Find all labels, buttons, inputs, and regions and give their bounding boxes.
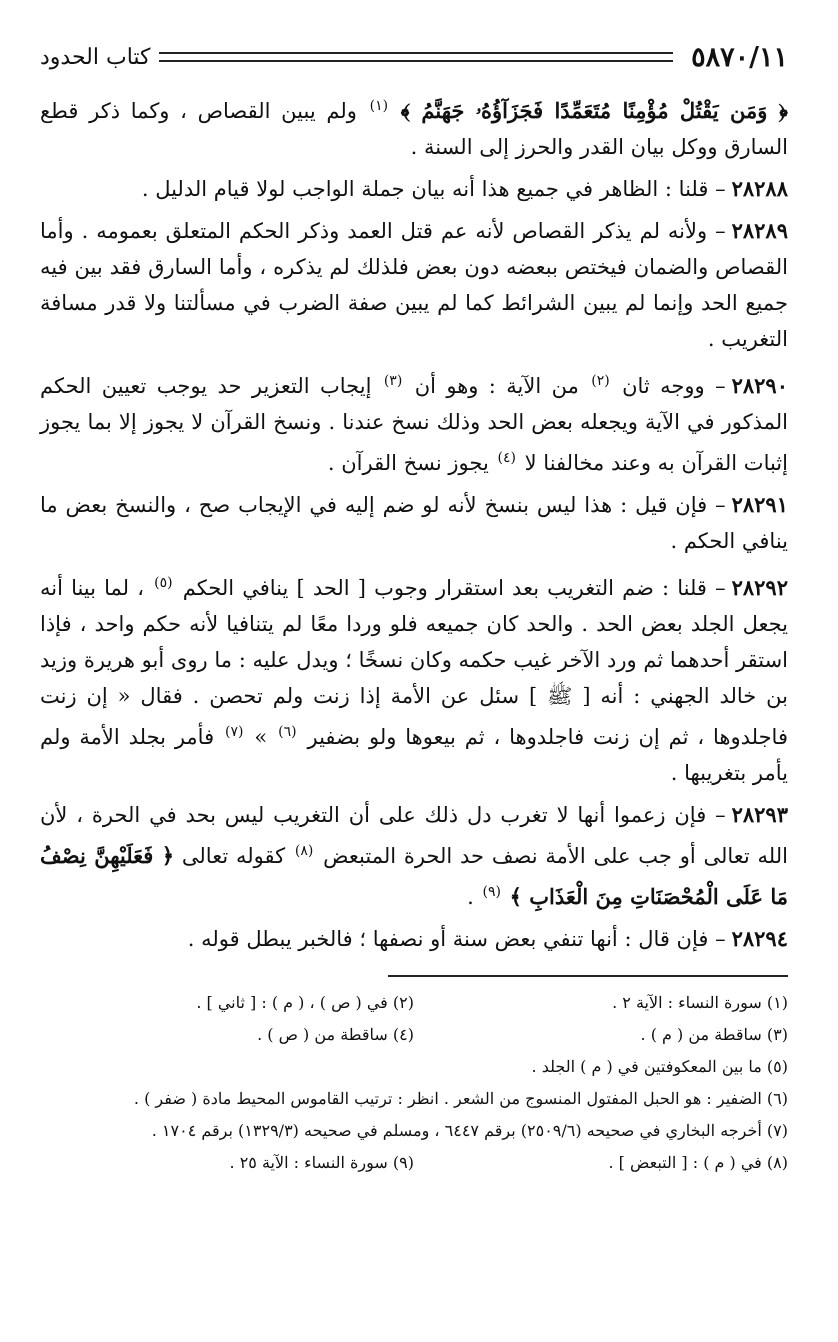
paragraph <box>40 213 788 357</box>
paragraph-text: » <box>254 725 268 749</box>
paragraph <box>40 88 788 165</box>
main-text <box>40 88 788 957</box>
footnote-ref: (١) <box>369 98 389 114</box>
paragraph-text: – ووجه ثان <box>622 374 726 398</box>
footnote-ref: (٩) <box>482 884 501 900</box>
footnote-4: (٤) ساقطة من ( ص ) . <box>257 1025 414 1044</box>
footnote-5: (٥) ما بين المعكوفتين في ( م ) الجلد . <box>531 1057 788 1076</box>
paragraph-text: فأمر بجلد الأمة ولم يأمر بتغريبها . <box>40 725 788 785</box>
footnote-row <box>40 1147 788 1179</box>
footnote-ref: (٤) <box>497 450 516 466</box>
paragraph-text: – فإن زعموا أنها لا تغرب دل ذلك على أن التغريب ليس بحد في الحرة ، لأن الله تعالى أو جب على الأمة نصف حد الحرة المتبعض <box>40 803 788 868</box>
paragraph-number: ٢٨٢٩٤ <box>731 926 788 951</box>
footnotes <box>40 987 788 1179</box>
paragraph <box>40 363 788 481</box>
paragraph <box>40 797 788 915</box>
footnote-separator <box>388 975 788 977</box>
paragraph-text: – قلنا : ضم التغريب بعد استقرار وجوب [ الحد ] ينافي الحكم <box>182 576 726 600</box>
paragraph-text: يجوز نسخ القرآن . <box>327 451 489 475</box>
paragraph <box>40 921 788 957</box>
paragraph <box>40 565 788 791</box>
paragraph-text: إيجاب التعزير حد يوجب تعيين الحكم المذكور في الآية ويجعله بعض الحد وذلك نسخ عندنا . ونسخ القرآن لا يجوز إلا بما يجوز إثبات القرآن به وعند مخالفنا لا <box>40 374 788 475</box>
paragraph-number: ٢٨٢٨٨ <box>731 176 788 201</box>
footnote-ref: (٦) <box>278 724 297 740</box>
footnote-ref: (٥) <box>154 575 173 591</box>
paragraph-text: ولم يبين القصاص ، وكما ذكر قطع السارق ووكل بيان القدر والحرز إلى السنة . <box>40 99 788 159</box>
footnote-8: (٨) في ( م ) : [ التبعض ] . <box>608 1153 788 1172</box>
paragraph-number: ٢٨٢٩٠ <box>731 373 788 398</box>
paragraph-number: ٢٨٢٩٣ <box>731 802 788 827</box>
footnote-1: (١) سورة النساء : الآية ٢ . <box>612 993 788 1012</box>
footnote-ref: (٣) <box>383 373 403 389</box>
quran-verse: ﴿ وَمَن يَقْتُلْ مُؤْمِنًا مُتَعَمِّدًا فَجَزَآؤُهُۥ جَهَنَّمُ ﴾ <box>400 98 788 123</box>
paragraph-text: . <box>467 885 474 909</box>
footnote-7: (٧) أخرجه البخاري في صحيحه (٢٥٠٩/٦) برقم ٦٤٤٧ ، ومسلم في صحيحه (١٣٢٩/٣) برقم ١٧٠٤ . <box>151 1121 788 1140</box>
paragraph-number: ٢٨٢٩٢ <box>731 575 788 600</box>
footnote-9: (٩) سورة النساء : الآية ٢٥ . <box>229 1153 414 1172</box>
footnote-3: (٣) ساقطة من ( م ) . <box>640 1025 788 1044</box>
footnote-6: (٦) الضفير : هو الحبل المفتول المنسوج من الشعر . انظر : ترتيب القاموس المحيط مادة ( ضفر ) . <box>133 1089 788 1108</box>
quran-verse: ﴿ فَعَلَيْهِنَّ نِصْفُ مَا عَلَى الْمُحْصَنَاتِ مِنَ الْعَذَابِ ﴾ <box>40 843 788 909</box>
footnote-ref: (٧) <box>225 724 244 740</box>
paragraph <box>40 171 788 207</box>
footnote-2: (٢) في ( ص ) ، ( م ) : [ ثاني ] . <box>196 993 414 1012</box>
book-title: كتاب الحدود <box>40 44 151 70</box>
header-rule <box>159 52 674 62</box>
footnote-row <box>40 1019 788 1051</box>
paragraph-text: – فإن قيل : هذا ليس بنسخ لأنه لو ضم إليه في الإيجاب صح ، والنسخ بعض ما ينافي الحكم . <box>40 493 788 553</box>
paragraph-number: ٢٨٢٩١ <box>731 492 788 517</box>
footnote-ref: (٢) <box>591 373 610 389</box>
paragraph-text: ، لما بينا أنه يجعل الجلد بعض الحد . والحد كان جميعه فلو وردا معًا لم يتنافيا لأنه حكم واحد ، فإذا استقر أحدهما ثم ورد الآخر غيب حكمه وكان نسخًا ؛ ويدل عليه : ما روى أبو هريرة وزيد بن خالد الجهني : أنه [ ﷺ ] سئل عن الأمة إذا زنت ولم تحصن . فقال « إن زنت فاجلدوها ، ثم إن زنت فاجلدوها ، ثم بيعوها ولو بضفير <box>40 576 788 749</box>
paragraph-text: من الآية : وهو أن <box>414 374 579 398</box>
paragraph-text: – قلنا : الظاهر في جميع هذا أنه بيان جملة الواجب لولا قيام الدليل . <box>141 177 726 201</box>
paragraph-text: – فإن قال : أنها تنفي بعض سنة أو نصفها ؛ فالخبر يبطل قوله . <box>187 927 726 951</box>
paragraph-text: – ولأنه لم يذكر القصاص لأنه عم قتل العمد وذكر الحكم المتعلق بعمومه . وأما القصاص والضمان فيختص ببعضه دون بعض فلذلك لم يذكره ، وأما السارق فقد بين فيه جميع الحد وإنما لم يبين الشرائط كما لم يبين صفة الضرب في مسألتنا ولا قدر مسافة التغريب . <box>40 219 788 351</box>
paragraph-text: كقوله تعالى <box>181 844 286 868</box>
footnote-row <box>40 987 788 1019</box>
page-number: ٥٨٧٠/١١ <box>691 41 788 73</box>
paragraph <box>40 487 788 559</box>
page-header <box>40 34 788 80</box>
paragraph-number: ٢٨٢٨٩ <box>731 218 788 243</box>
footnote-ref: (٨) <box>294 843 314 859</box>
